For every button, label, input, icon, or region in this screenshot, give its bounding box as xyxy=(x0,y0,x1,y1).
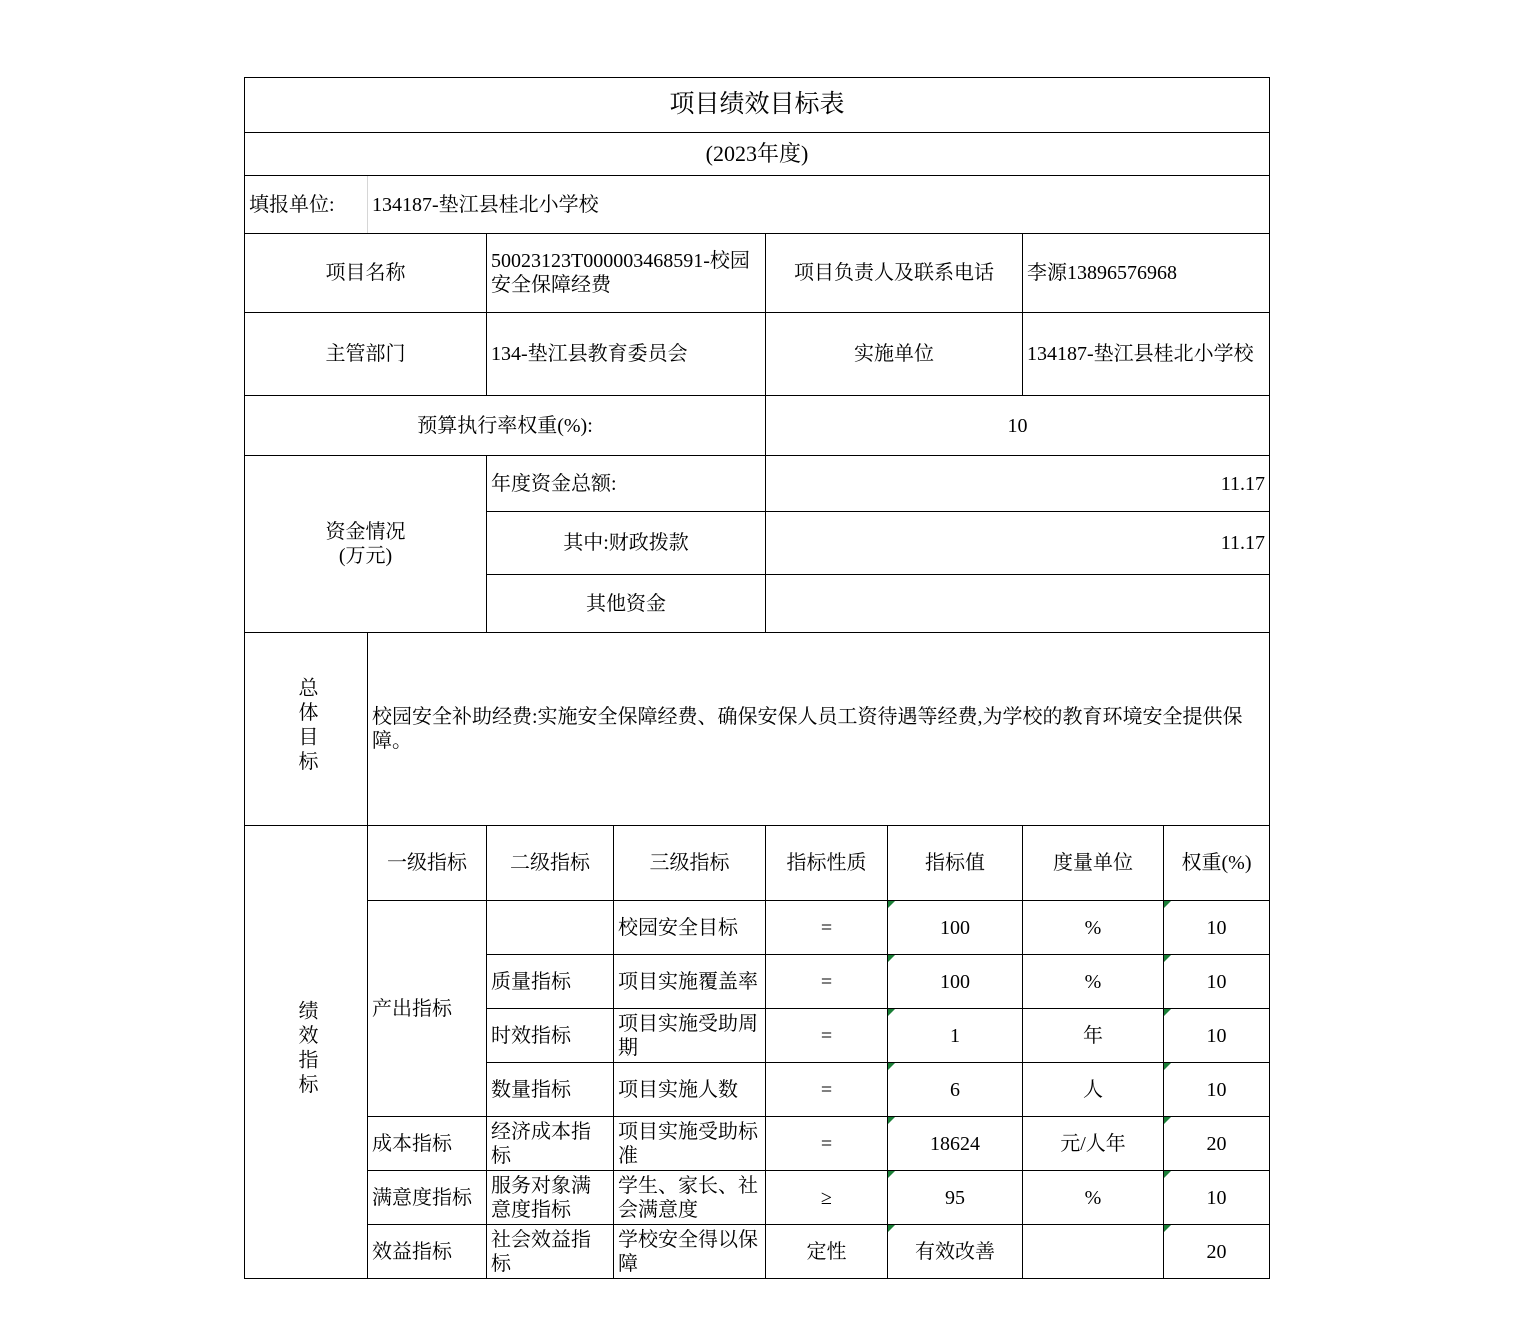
funds-fiscal-value: 11.17 xyxy=(766,512,1270,575)
level1-indicator: 效益指标 xyxy=(368,1225,487,1279)
table-row xyxy=(245,901,1270,955)
column-header: 二级指标 xyxy=(487,826,614,901)
table-row xyxy=(245,1117,1270,1171)
indicator-nature: = xyxy=(766,955,888,1009)
indicator-unit: % xyxy=(1023,901,1164,955)
funds-row xyxy=(245,456,1270,512)
level1-indicator: 满意度指标 xyxy=(368,1171,487,1225)
level2-indicator: 时效指标 xyxy=(487,1009,614,1063)
project-name-row xyxy=(245,234,1270,313)
table-row xyxy=(245,1225,1270,1279)
indicator-weight: 10 xyxy=(1164,955,1270,1009)
project-name-value: 50023123T000003468591-校园安全保障经费 xyxy=(487,234,766,313)
funds-fiscal-label: 其中:财政拨款 xyxy=(487,512,766,575)
indicator-value: 1 xyxy=(888,1009,1023,1063)
column-header: 一级指标 xyxy=(368,826,487,901)
indicator-unit: 年 xyxy=(1023,1009,1164,1063)
funds-other-value xyxy=(766,575,1270,633)
level3-indicator: 学生、家长、社会满意度 xyxy=(614,1171,766,1225)
indicator-weight: 10 xyxy=(1164,901,1270,955)
reporting-unit-label: 填报单位: xyxy=(245,176,368,234)
project-contact-value: 李源13896576968 xyxy=(1023,234,1270,313)
column-header: 指标值 xyxy=(888,826,1023,901)
indicator-unit: 元/人年 xyxy=(1023,1117,1164,1171)
indicator-value: 18624 xyxy=(888,1117,1023,1171)
level2-indicator: 经济成本指标 xyxy=(487,1117,614,1171)
level2-indicator: 社会效益指标 xyxy=(487,1225,614,1279)
funds-total-label: 年度资金总额: xyxy=(487,456,766,512)
level2-indicator xyxy=(487,901,614,955)
overall-goal-label: 总体目标 xyxy=(295,677,317,775)
project-name-label: 项目名称 xyxy=(245,234,487,313)
funds-total-value: 11.17 xyxy=(766,456,1270,512)
indicator-nature: 定性 xyxy=(766,1225,888,1279)
indicator-nature: = xyxy=(766,1009,888,1063)
document-title: 项目绩效目标表 xyxy=(245,78,1270,133)
indicators-label: 绩效指标 xyxy=(295,1000,317,1098)
reporting-unit-value: 134187-垫江县桂北小学校 xyxy=(368,176,1270,234)
indicator-nature: = xyxy=(766,901,888,955)
column-header: 度量单位 xyxy=(1023,826,1164,901)
column-header: 指标性质 xyxy=(766,826,888,901)
level3-indicator: 项目实施受助标准 xyxy=(614,1117,766,1171)
indicator-unit: % xyxy=(1023,955,1164,1009)
budget-weight-value: 10 xyxy=(766,396,1270,456)
overall-goal-row xyxy=(245,633,1270,826)
indicator-nature: = xyxy=(766,1063,888,1117)
implementer-label: 实施单位 xyxy=(766,313,1023,396)
year-row xyxy=(245,133,1270,176)
indicator-weight: 10 xyxy=(1164,1009,1270,1063)
indicator-weight: 10 xyxy=(1164,1063,1270,1117)
implementer-value: 134187-垫江县桂北小学校 xyxy=(1023,313,1270,396)
overall-goal-label-cell xyxy=(245,633,368,826)
indicator-value: 95 xyxy=(888,1171,1023,1225)
funds-label-cell xyxy=(245,456,487,633)
indicator-unit xyxy=(1023,1225,1164,1279)
department-label: 主管部门 xyxy=(245,313,487,396)
indicators-label-cell xyxy=(245,826,368,1279)
department-row xyxy=(245,313,1270,396)
indicator-weight: 20 xyxy=(1164,1117,1270,1171)
title-row xyxy=(245,78,1270,133)
indicator-unit: % xyxy=(1023,1171,1164,1225)
level2-indicator: 质量指标 xyxy=(487,955,614,1009)
level3-indicator: 学校安全得以保障 xyxy=(614,1225,766,1279)
indicator-value: 6 xyxy=(888,1063,1023,1117)
column-header: 权重(%) xyxy=(1164,826,1270,901)
funds-other-label: 其他资金 xyxy=(487,575,766,633)
column-header: 三级指标 xyxy=(614,826,766,901)
indicator-weight: 10 xyxy=(1164,1171,1270,1225)
performance-target-table xyxy=(244,77,1270,1279)
budget-weight-label: 预算执行率权重(%): xyxy=(245,396,766,456)
level3-indicator: 校园安全目标 xyxy=(614,901,766,955)
indicator-nature: = xyxy=(766,1117,888,1171)
level2-indicator: 服务对象满意度指标 xyxy=(487,1171,614,1225)
indicator-value: 100 xyxy=(888,955,1023,1009)
level3-indicator: 项目实施人数 xyxy=(614,1063,766,1117)
reporting-unit-row xyxy=(245,176,1270,234)
level3-indicator: 项目实施覆盖率 xyxy=(614,955,766,1009)
overall-goal-text: 校园安全补助经费:实施安全保障经费、确保安保人员工资待遇等经费,为学校的教育环境安全提供保障。 xyxy=(368,633,1270,826)
level1-indicator: 产出指标 xyxy=(368,901,487,1117)
indicator-value: 有效改善 xyxy=(888,1225,1023,1279)
table-row xyxy=(245,1171,1270,1225)
department-value: 134-垫江县教育委员会 xyxy=(487,313,766,396)
indicator-nature: ≥ xyxy=(766,1171,888,1225)
funds-label: 资金情况 xyxy=(325,521,406,543)
level1-indicator: 成本指标 xyxy=(368,1117,487,1171)
project-contact-label: 项目负责人及联系电话 xyxy=(766,234,1023,313)
indicator-value: 100 xyxy=(888,901,1023,955)
indicators-header-row xyxy=(245,826,1270,901)
fiscal-year: (2023年度) xyxy=(245,133,1270,176)
indicator-weight: 20 xyxy=(1164,1225,1270,1279)
budget-weight-row xyxy=(245,396,1270,456)
level2-indicator: 数量指标 xyxy=(487,1063,614,1117)
funds-unit: (万元) xyxy=(338,545,393,567)
level3-indicator: 项目实施受助周期 xyxy=(614,1009,766,1063)
indicator-unit: 人 xyxy=(1023,1063,1164,1117)
